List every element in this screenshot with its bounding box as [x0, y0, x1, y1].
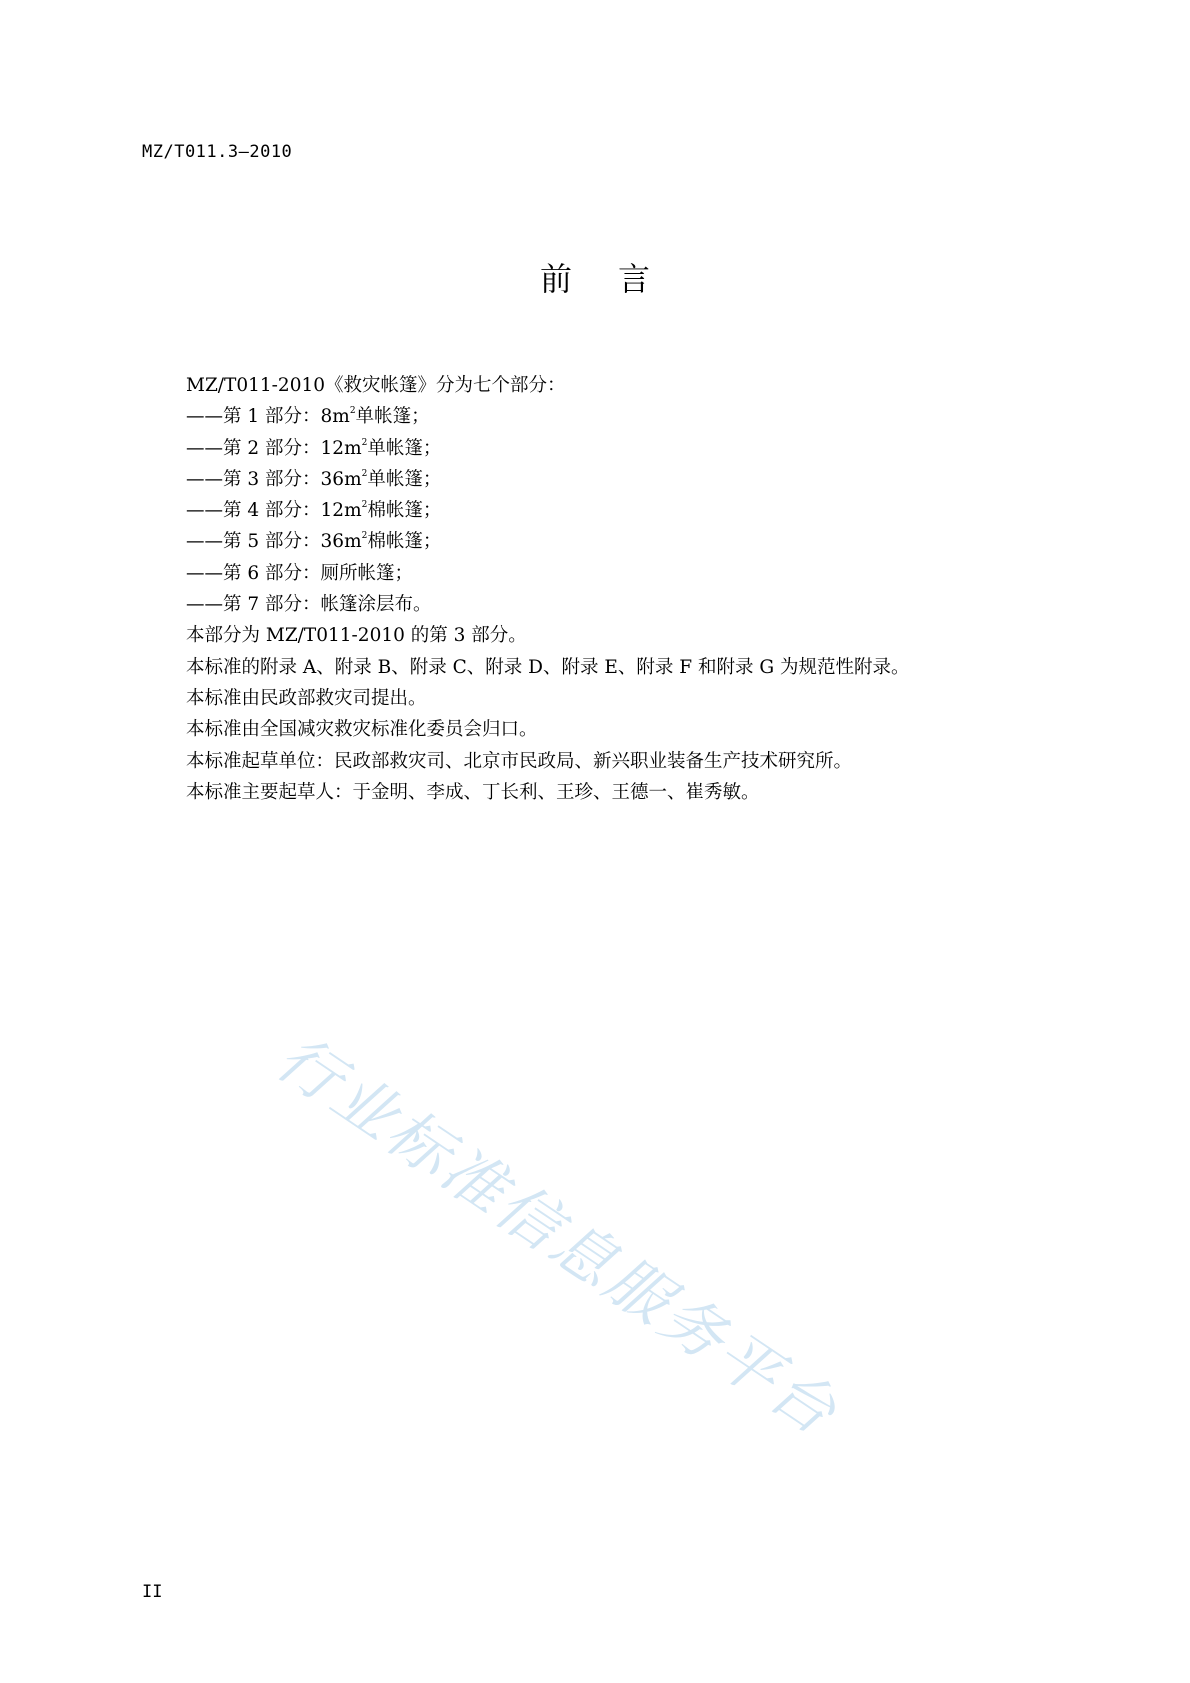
part-prefix: ——第 6 部分：厕所帐篷；: [186, 562, 414, 584]
body-paragraph: 本标准由民政部救灾司提出。: [186, 687, 427, 709]
list-item: [186, 433, 1046, 464]
part-suffix: 单帐篷；: [367, 437, 442, 459]
list-item: [186, 495, 1046, 526]
part-prefix: ——第 2 部分：12m: [186, 437, 362, 459]
part-prefix: ——第 4 部分：12m: [186, 500, 362, 522]
page-title: 前言: [539, 260, 696, 298]
part-suffix: 棉帐篷；: [367, 500, 442, 522]
part-prefix: ——第 5 部分：36m: [186, 531, 362, 553]
body-paragraph: 本部分为 MZ/T011-2010 的第 3 部分。: [186, 625, 527, 647]
body-paragraph: 本标准起草单位：民政部救灾司、北京市民政局、新兴职业装备生产技术研究所。: [186, 750, 853, 772]
body-paragraph: 本标准由全国减灾救灾标准化委员会归口。: [186, 719, 538, 741]
part-prefix: ——第 7 部分：帐篷涂层布。: [186, 594, 432, 616]
intro-paragraph: MZ/T011-2010《救灾帐篷》分为七个部分：: [186, 375, 566, 396]
body-paragraph: 本标准的附录 A、附录 B、附录 C、附录 D、附录 E、附录 F 和附录 G 为规范性附录。: [186, 656, 910, 678]
part-suffix: 单帐篷；: [367, 468, 442, 490]
list-item: [186, 401, 1046, 432]
superscript: 2: [361, 468, 368, 479]
superscript: 2: [361, 500, 368, 511]
superscript: 2: [349, 406, 356, 417]
watermark: 行业标准信息服务平台: [263, 1020, 852, 1451]
superscript: 2: [361, 437, 368, 448]
list-item: [186, 464, 1046, 495]
part-prefix: ——第 1 部分：8m: [186, 406, 350, 428]
part-prefix: ——第 3 部分：36m: [186, 468, 362, 490]
part-suffix: 棉帐篷；: [367, 531, 442, 553]
list-item: [186, 558, 1046, 589]
standard-code: MZ/T011.3—2010: [142, 142, 293, 162]
body-paragraph: 本标准主要起草人：于金明、李成、丁长利、王珍、王德一、崔秀敏。: [186, 781, 760, 803]
list-item: [186, 589, 1046, 620]
page-number: II: [142, 1582, 163, 1602]
list-item: [186, 526, 1046, 557]
superscript: 2: [361, 531, 368, 542]
foreword-body: [186, 370, 1046, 808]
part-suffix: 单帐篷；: [355, 406, 430, 428]
